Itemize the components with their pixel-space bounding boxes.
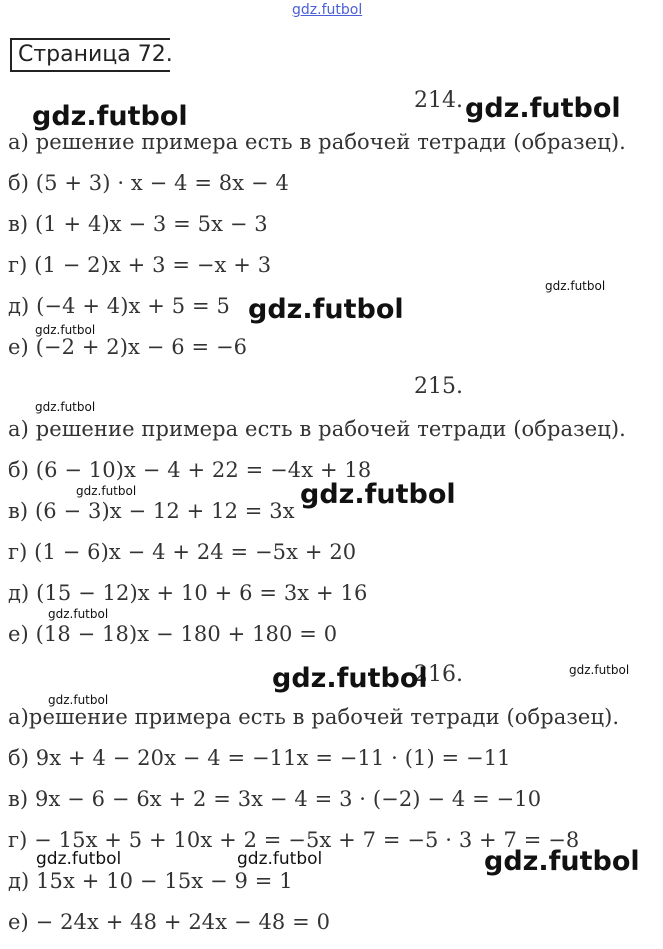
watermark: gdz.futbol [272, 663, 428, 694]
watermark: gdz.futbol [300, 479, 456, 510]
exercise-line: б) (6 − 10)x − 4 + 22 = −4x + 18 [8, 458, 372, 482]
exercise-line: е) (18 − 18)x − 180 + 180 = 0 [8, 622, 338, 646]
exercise-line: д) 15x + 10 − 15x − 9 = 1 [8, 869, 293, 893]
exercise-line: а) решение примера есть в рабочей тетради (образец). [8, 417, 626, 441]
exercise-line: в) 9x − 6 − 6x + 2 = 3x − 4 = 3 · (−2) − 4 = −10 [8, 787, 542, 811]
exercise-line: а)решение примера есть в рабочей тетради (образец). [8, 705, 620, 729]
exercise-line: б) 9x + 4 − 20x − 4 = −11x = −11 · (1) = −11 [8, 746, 511, 770]
exercise-number: 216. [414, 662, 463, 687]
watermark: gdz.futbol [32, 101, 188, 132]
watermark: gdz.futbol [35, 400, 96, 414]
exercise-line: е) (−2 + 2)x − 6 = −6 [8, 335, 248, 359]
watermark: gdz.futbol [48, 607, 109, 621]
exercise-line: а) решение примера есть в рабочей тетради (образец). [8, 130, 626, 154]
exercise-number: 215. [414, 374, 463, 399]
exercise-line: г) (1 − 2)x + 3 = −x + 3 [8, 253, 272, 277]
exercise-line: г) (1 − 6)x − 4 + 24 = −5x + 20 [8, 540, 357, 564]
watermark: gdz.futbol [48, 693, 109, 707]
top-watermark-link[interactable]: gdz.futbol [292, 2, 363, 18]
watermark: gdz.futbol [484, 846, 640, 877]
exercise-line: в) (6 − 3)x − 12 + 12 = 3x [8, 499, 295, 523]
watermark: gdz.futbol [545, 279, 606, 293]
page-title: Страница 72. [18, 42, 173, 67]
exercise-line: б) (5 + 3) · x − 4 = 8x − 4 [8, 171, 289, 195]
exercise-line: в) (1 + 4)x − 3 = 5x − 3 [8, 212, 268, 236]
exercise-number: 214. [414, 88, 463, 113]
watermark: gdz.futbol [569, 663, 630, 677]
exercise-line: е) − 24x + 48 + 24x − 48 = 0 [8, 910, 331, 934]
page-label-box [10, 38, 173, 72]
watermark: gdz.futbol [465, 93, 621, 124]
watermark: gdz.futbol [35, 323, 96, 337]
exercise-line: д) (15 − 12)x + 10 + 6 = 3x + 16 [8, 581, 368, 605]
watermark: gdz.futbol [76, 484, 137, 498]
exercise-line: д) (−4 + 4)x + 5 = 5 [8, 294, 230, 318]
watermark: gdz.futbol [248, 294, 404, 325]
exercise-line: г) − 15x + 5 + 10x + 2 = −5x + 7 = −5 · 3 + 7 = −8 [8, 828, 580, 852]
watermark: gdz.futbol [237, 849, 323, 869]
watermark: gdz.futbol [36, 849, 122, 869]
